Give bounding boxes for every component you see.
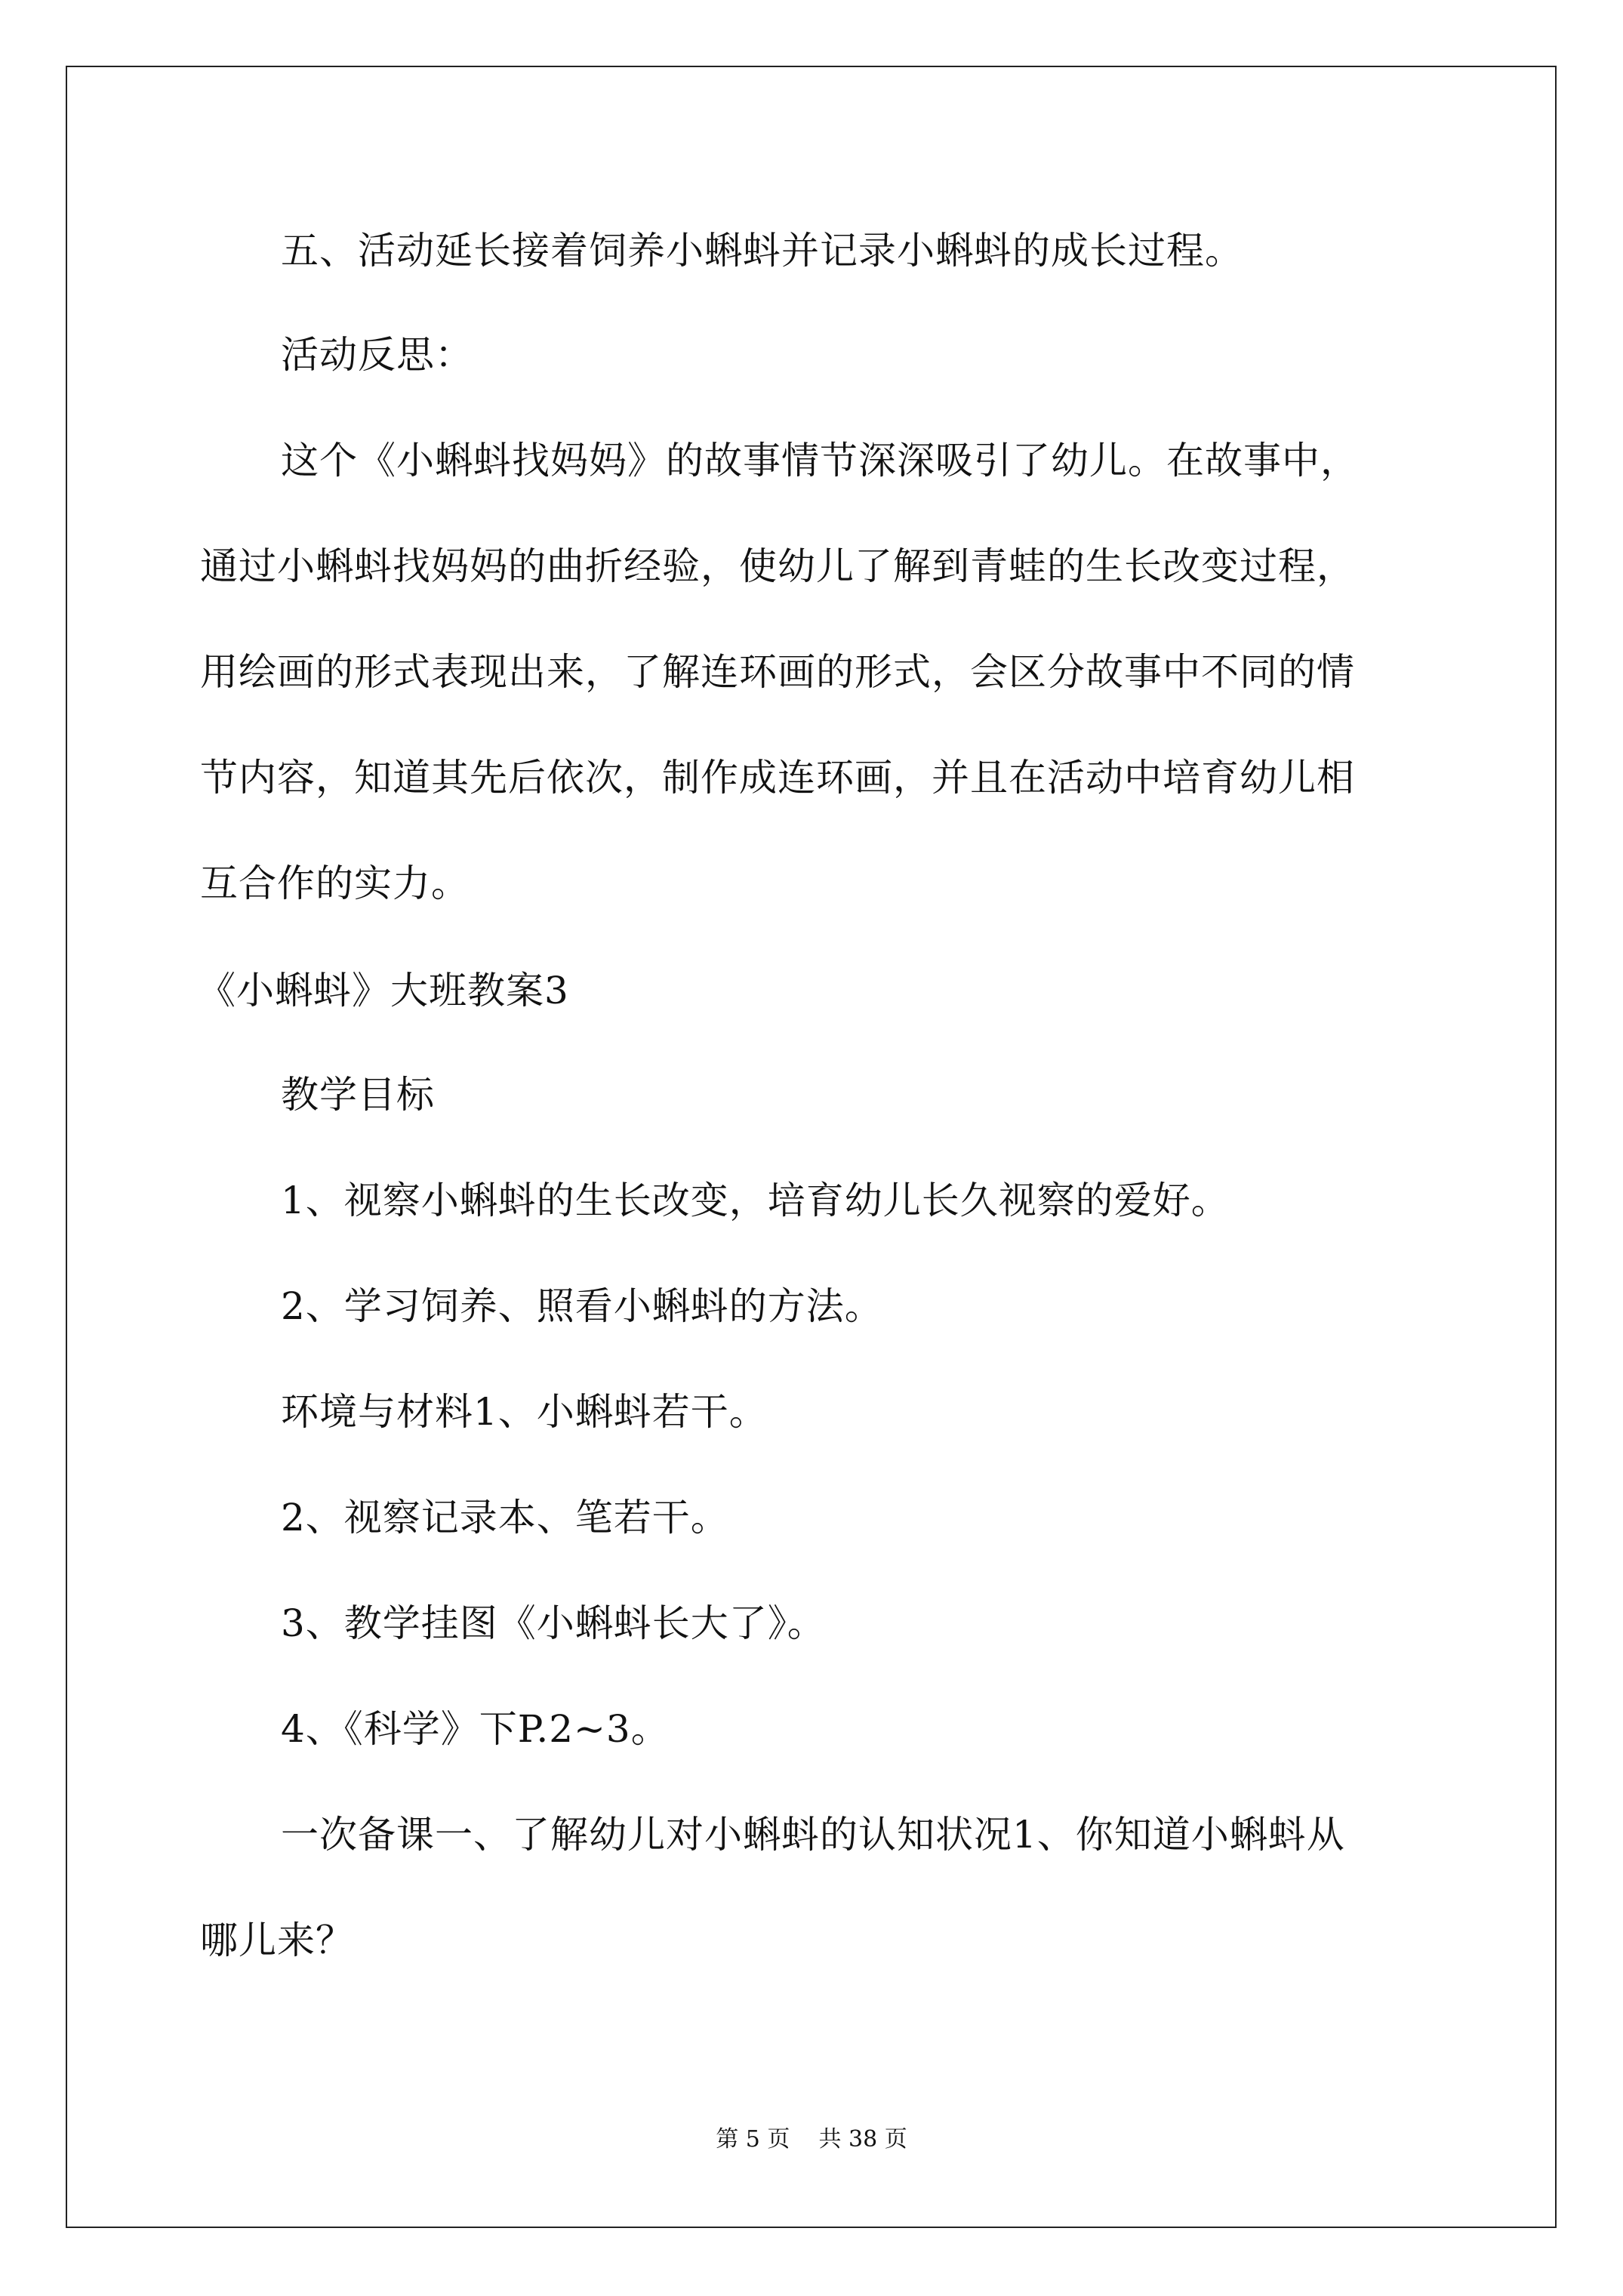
paragraph-line: 教学目标 (281, 1073, 435, 1117)
paragraph-line: 五、活动延长接着饲养小蝌蚪并记录小蝌蚪的成长过程。 (281, 229, 1243, 273)
page-border (66, 66, 1557, 2228)
paragraph-line: 这个《小蝌蚪找妈妈》的故事情节深深吸引了幼儿。在故事中， (281, 439, 1359, 482)
paragraph-line: 通过小蝌蚪找妈妈的曲折经验，使幼儿了解到青蛙的生长改变过程， (200, 544, 1355, 588)
paragraph-line: 2、学习饲养、照看小蝌蚪的方法。 (281, 1284, 883, 1328)
paragraph-line: 1、视察小蝌蚪的生长改变，培育幼儿长久视察的爱好。 (281, 1179, 1230, 1222)
paragraph-line: 哪儿来？ (200, 1918, 354, 1962)
paragraph-line: 环境与材料1、小蝌蚪若干。 (281, 1390, 768, 1434)
paragraph-line: 2、视察记录本、笔若干。 (281, 1496, 729, 1539)
section-heading: 《小蝌蚪》大班教案3 (198, 969, 569, 1012)
paragraph-line: 3、教学挂图《小蝌蚪长大了》。 (281, 1601, 826, 1645)
paragraph-line: 一次备课一、了解幼儿对小蝌蚪的认知状况1、你知道小蝌蚪从 (281, 1813, 1345, 1857)
page-footer: 第 5 页 共 38 页 (716, 2126, 907, 2153)
paragraph-line: 用绘画的形式表现出来，了解连环画的形式，会区分故事中不同的情 (200, 650, 1355, 694)
paragraph-line: 4、《科学》下P.2~3。 (281, 1707, 670, 1751)
paragraph-line: 节内容，知道其先后依次，制作成连环画，并且在活动中培育幼儿相 (200, 756, 1355, 800)
paragraph-line: 活动反思： (281, 333, 473, 377)
paragraph-line: 互合作的实力。 (200, 861, 470, 905)
